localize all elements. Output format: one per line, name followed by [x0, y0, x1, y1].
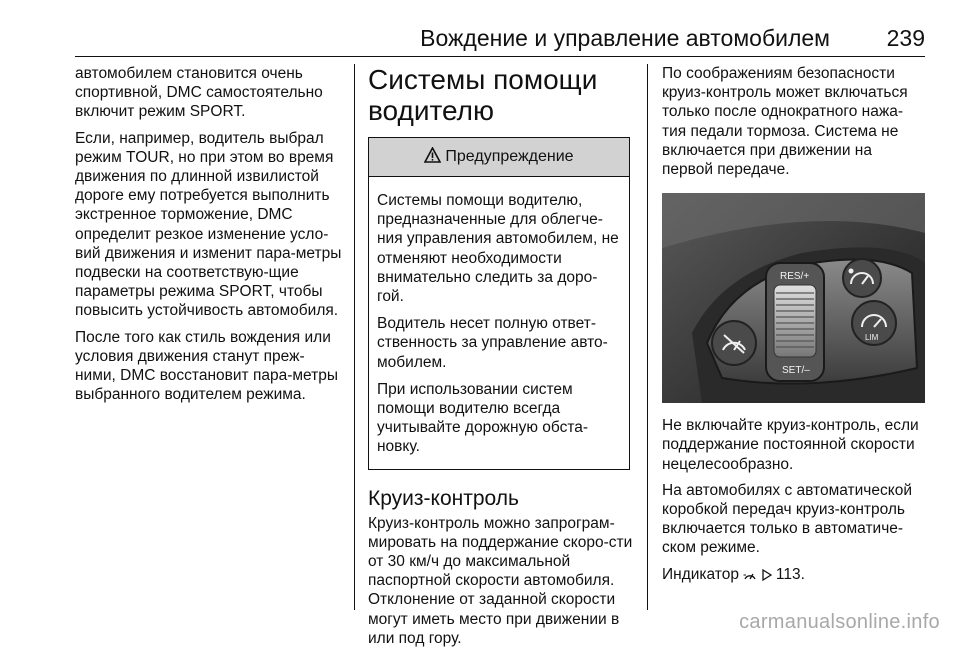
column-divider — [647, 64, 648, 610]
column-3 — [662, 64, 927, 593]
section-title: Системы помощи водителю — [368, 64, 598, 126]
paragraph: Если, например, водитель выбрал режим TOUR, но при этом во время движения по длинной извилистой дороге ему потребуется выполнить экстренное торможение, DMC определит резкое изменение усло-вий движения и изменит пара-метры подвески на соответствую-щие параметры режима SPORT, чтобы повысить устойчивость автомобиля. — [75, 129, 342, 320]
paragraph: автомобилем становится очень спортивной, DMC самостоятельно включит режим SPORT. — [75, 65, 323, 121]
lim-label: LIM — [865, 333, 879, 343]
reference-arrow-icon — [762, 567, 772, 586]
warning-header — [369, 138, 629, 177]
cruise-control-icon — [743, 567, 757, 586]
page-reference: 113. — [775, 565, 805, 583]
warning-title: Предупреждение — [445, 148, 574, 165]
paragraph: На автомобилях с автоматической коробкой передач круиз-контроль включается только в автоматиче-ском режиме. — [662, 481, 912, 557]
page-number: 239 — [886, 25, 925, 51]
subsection-title: Круиз-контроль — [368, 486, 519, 510]
res-label: RES/+ — [780, 271, 810, 283]
paragraph: Системы помощи водителю, предназначенные для облегче-ния управления автомобилем, не отменяют необходимости внимательно следить за доро-гой. — [377, 192, 619, 306]
warning-box — [368, 137, 630, 470]
indicator-label: Индикатор — [662, 565, 739, 583]
watermark: carmanualsonline.info — [739, 611, 940, 633]
column-1 — [75, 64, 345, 411]
paragraph: При использовании систем помощи водителю всегда учитывайте дорожную обста-новку. — [377, 380, 589, 456]
paragraph: По соображениям безопасности круиз-контроль может включаться только после однократного нажа-тия педали тормоза. Система не включается при движении на первой передаче. — [662, 65, 908, 179]
warning-triangle-icon — [424, 147, 441, 168]
page-header — [75, 22, 925, 57]
indicator-line — [662, 565, 927, 586]
steering-wheel-cruise-buttons-photo — [662, 193, 925, 403]
paragraph: Водитель несет полную ответ-ственность за управление авто-мобилем. — [377, 315, 608, 371]
paragraph: Круиз-контроль можно запрограм-мировать на поддержание скоро-сти от 30 км/ч до максимальной паспортной скорости автомобиля. Отклонение от заданной скорости могут иметь место при движении в или под гору. — [368, 514, 633, 647]
page-title: Вождение и управление автомобилем — [420, 25, 830, 51]
column-2 — [368, 64, 633, 655]
warning-body — [369, 177, 629, 469]
set-label: SET/– — [782, 365, 810, 377]
column-divider — [354, 64, 355, 610]
paragraph: Не включайте круиз-контроль, если поддержание постоянной скорости нецелесообразно. — [662, 417, 919, 473]
paragraph: После того как стиль вождения или условия движения станут преж-ними, DMC восстановит пара-метры выбранного водителем режима. — [75, 328, 338, 404]
